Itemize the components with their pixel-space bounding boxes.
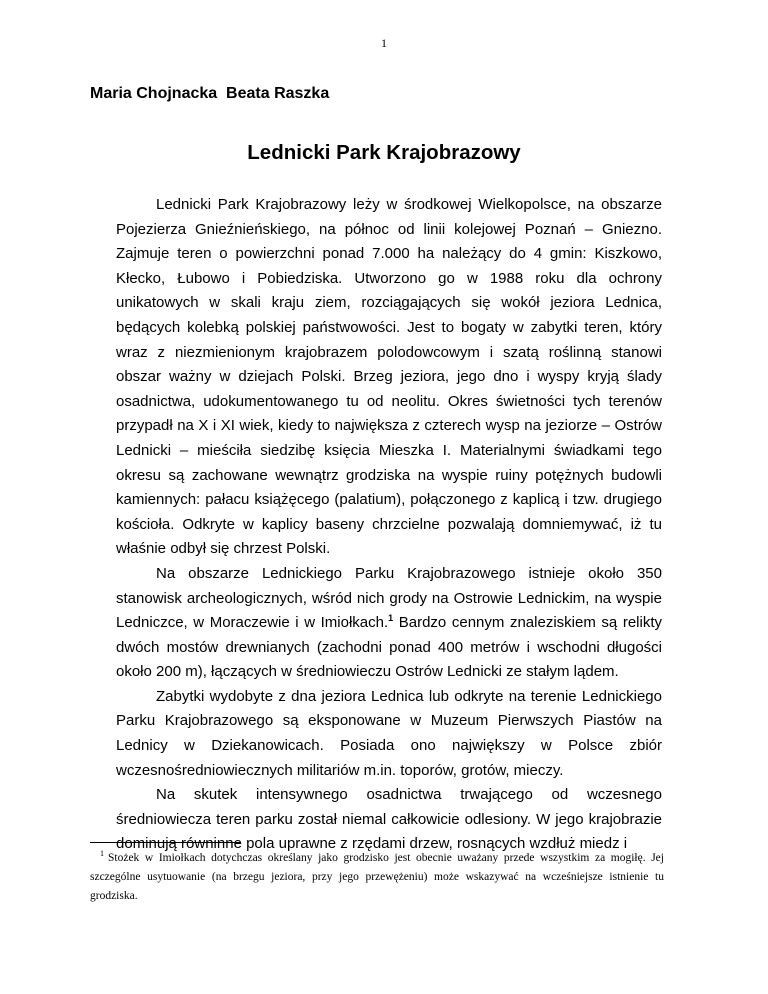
footnote xyxy=(90,849,664,906)
footnote-separator xyxy=(90,842,240,843)
page-number: 1 xyxy=(381,36,387,50)
paragraph-3: Zabytki wydobyte z dna jeziora Lednica lub odkryte na terenie Lednickiego Parku Krajobrazowego są eksponowane w Muzeum Pierwszych Piastów na Lednicy w Dziekanowicach. Posiada ono największy w Polsce zbiór wczesnośredniowiecznych militariów m.in. toporów, grotów, mieczy. xyxy=(116,687,662,779)
paragraph-1: Lednicki Park Krajobrazowy leży w środkowej Wielkopolsce, na obszarze Pojezierza Gnieźnieńskiego, na północ od linii kolejowej Poznań – Gniezno. Zajmuje teren o powierzchni ponad 7.000 ha należący do 4 gmin: Kiszkowo, Kłecko, Łubowo i Pobiedziska. Utworzono go w 1988 roku dla ochrony unikatowych w skali kraju ziem, rozciągających się wokół jeziora Lednica, będących kolebką polskiej państwowości. Jest to bogaty w zabytki teren, który wraz z niezmienionym krajobrazem polodowcowym i szatą roślinną stanowi obszar ważny w dziejach Polski. Brzeg jeziora, jego dno i wyspy kryją ślady osadnictwa, udokumentowanego tu od neolitu. Okres świetności tych terenów przypadł na X i XI wiek, kiedy to największa z czterech wysp na jeziorze – Ostrów Lednicki – mieściła siedzibę księcia Mieszka I. Materialnymi świadkami tego okresu są zachowane wewnątrz grodziska na wyspie ruiny potężnych budowli kamiennych: pałacu książęcego (palatium), połączonego z kaplicą i tzw. drugiego kościoła. Odkryte w kaplicy baseny chrzcielne pozwalają domniemywać, iż tu właśnie odbył się chrzest Polski. xyxy=(116,196,662,558)
footnote-marker: 1 xyxy=(100,849,104,858)
authors: Maria Chojnacka Beata Raszka xyxy=(90,85,330,102)
paragraph-2 xyxy=(116,562,662,685)
article-body xyxy=(116,193,662,857)
footnote-text: Stożek w Imiołkach dotychczas określany jako grodzisko jest obecnie uważany przede wszystkim za mogiłę. Jej szczególne usytuowanie (na brzegu jeziora, przy jego przewężeniu) może wskazywać na wcześniejsze istnienie tu grodziska. xyxy=(90,852,664,902)
paragraph-2-text-b: Bardzo cennym znaleziskiem są relikty dwóch mostów drewnianych (zachodni ponad 400 metrów i wschodni długości około 200 m), łączących w średniowieczu Ostrów Lednicki ze stałym lądem. xyxy=(116,614,662,681)
paragraph-4: Na skutek intensywnego osadnictwa trwającego od wczesnego średniowiecza teren parku został niemal całkowicie odlesiony. W jego krajobrazie dominują równinne pola uprawne z rzędami drzew, rosnących wzdłuż miedz i xyxy=(116,786,662,853)
footnote-reference: 1 xyxy=(388,613,394,624)
page-title: Lednicki Park Krajobrazowy xyxy=(247,141,521,164)
paragraph-2-text-a: Na obszarze Lednickiego Parku Krajobrazowego istnieje około 350 stanowisk archeologicznych, wśród nich grody na Ostrowie Lednickim, na wyspie Ledniczce, w Moraczewie i w Imiołkach. xyxy=(116,564,662,632)
